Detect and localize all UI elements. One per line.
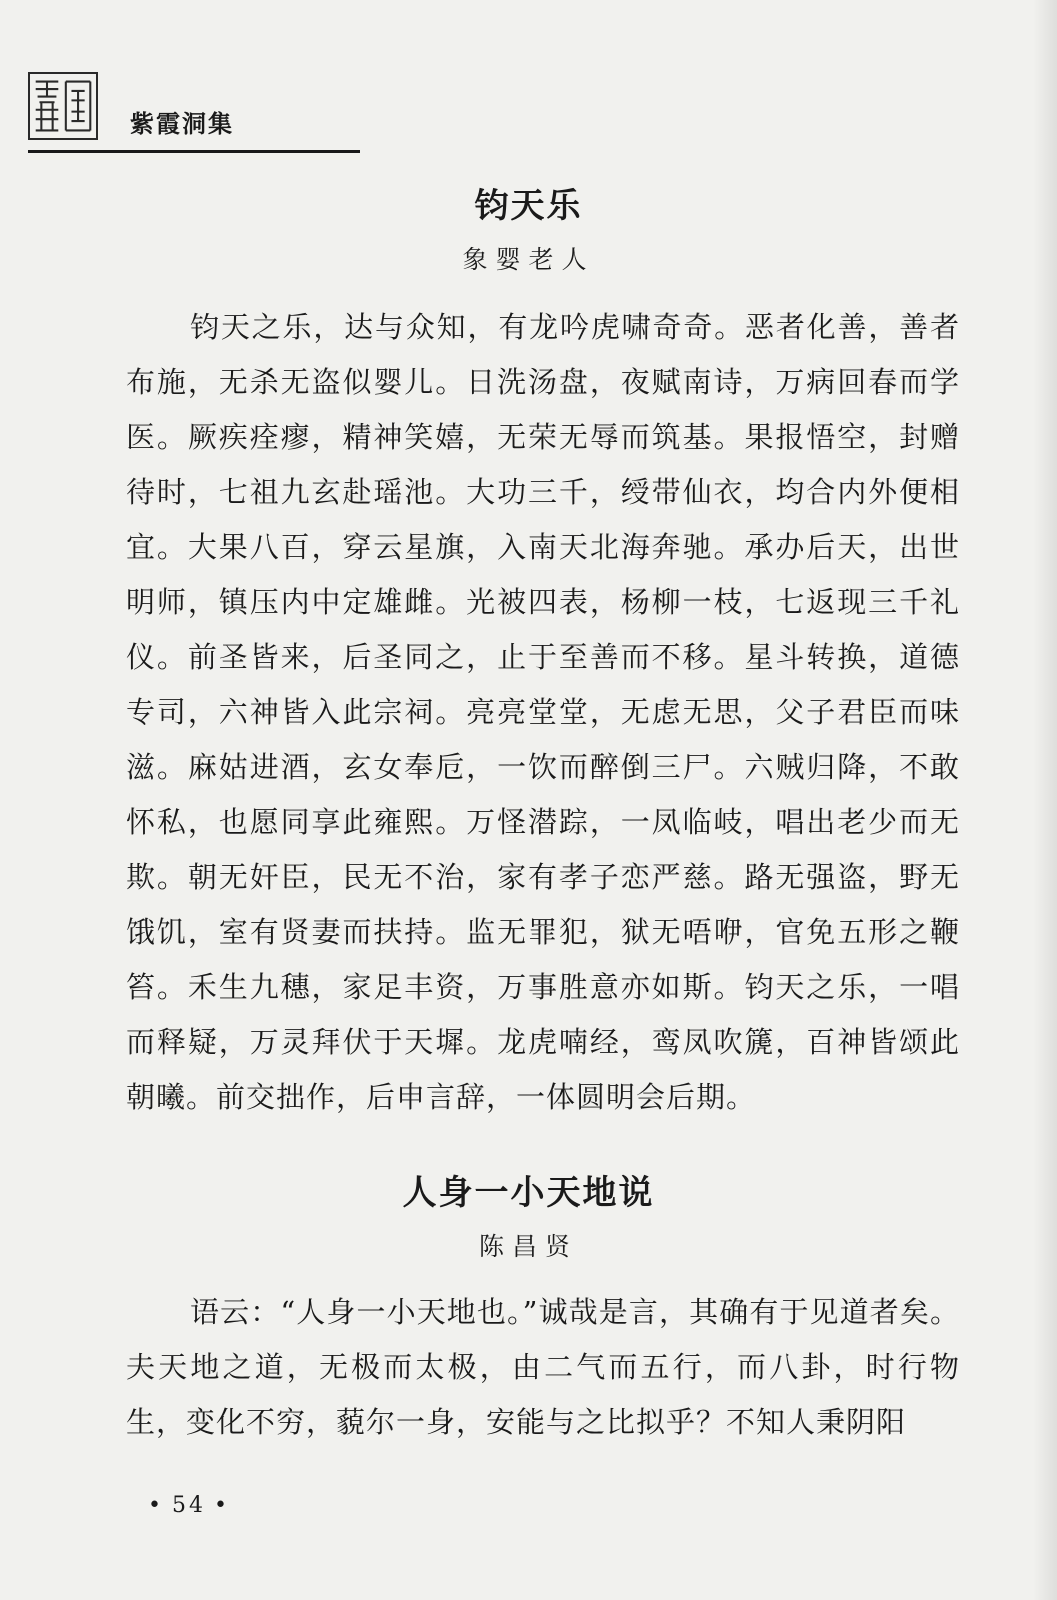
page-number-dot: •: [148, 1493, 164, 1518]
section-title: 人身一小天地说: [402, 1173, 655, 1213]
seal-logo: [28, 72, 98, 140]
page-number: [140, 1493, 238, 1518]
section-body: 钧天之乐，达与众知，有龙吟虎啸奇奇。恶者化善，善者布施，无杀无盗似婴儿。日洗汤盘，夜赋南诗，万病回春而学医。厥疾痊瘳，精神笑嬉，无荣无辱而筑基。果报悟空，封赠待时，七祖九玄赴瑶池。大功三千，绶带仙衣，均合内外便相宜。大果八百，穿云星旗，入南天北海奔驰。承办后天，出世明师，镇压内中定雄雌。光被四表，杨柳一枝，七返现三千礼仪。前圣皆来，后圣同之，止于至善而不移。星斗转换，道德专司，六神皆入此宗祠。亮亮堂堂，无虑无思，父子君臣而味滋。麻姑进酒，玄女奉卮，一饮而醉倒三尸。六贼归降，不敢怀私，也愿同享此雍熙。万怪潜踪，一凤临岐，唱出老少而无欺。朝无奸臣，民无不治，家有孝子恋严慈。路无强盗，野无饿饥，室有贤妻而扶持。监无罪犯，狱无唔咿，官免五形之鞭笞。禾生九穗，家足丰资，万事胜意亦如斯。钧天之乐，一唱而释疑，万灵拜伏于天墀。龙虎喃经，鸾凤吹篪，百神皆颂此朝曦。前交拙作，后申言辞，一体圆明会后期。: [126, 310, 960, 1114]
header-rule: [28, 150, 360, 153]
section-author: 象婴老人: [462, 245, 595, 274]
book-title: 紫霞洞集: [130, 110, 234, 138]
page-number-dot: •: [213, 1493, 230, 1518]
page-edge-shadow: [1033, 0, 1057, 1600]
seal-glyph-icon: [30, 74, 96, 138]
section-author: 陈昌贤: [478, 1232, 578, 1261]
section-title: 钧天乐: [474, 186, 583, 226]
section-body: 语云：“人身一小天地也。”诚哉是言，其确有于见道者矣。夫天地之道，无极而太极，由二气而五行，而八卦，时行物生，变化不穷，藐尔一身，安能与之比拟乎？不知人秉阴阳: [126, 1295, 960, 1439]
page-number-value: 54: [171, 1493, 206, 1518]
